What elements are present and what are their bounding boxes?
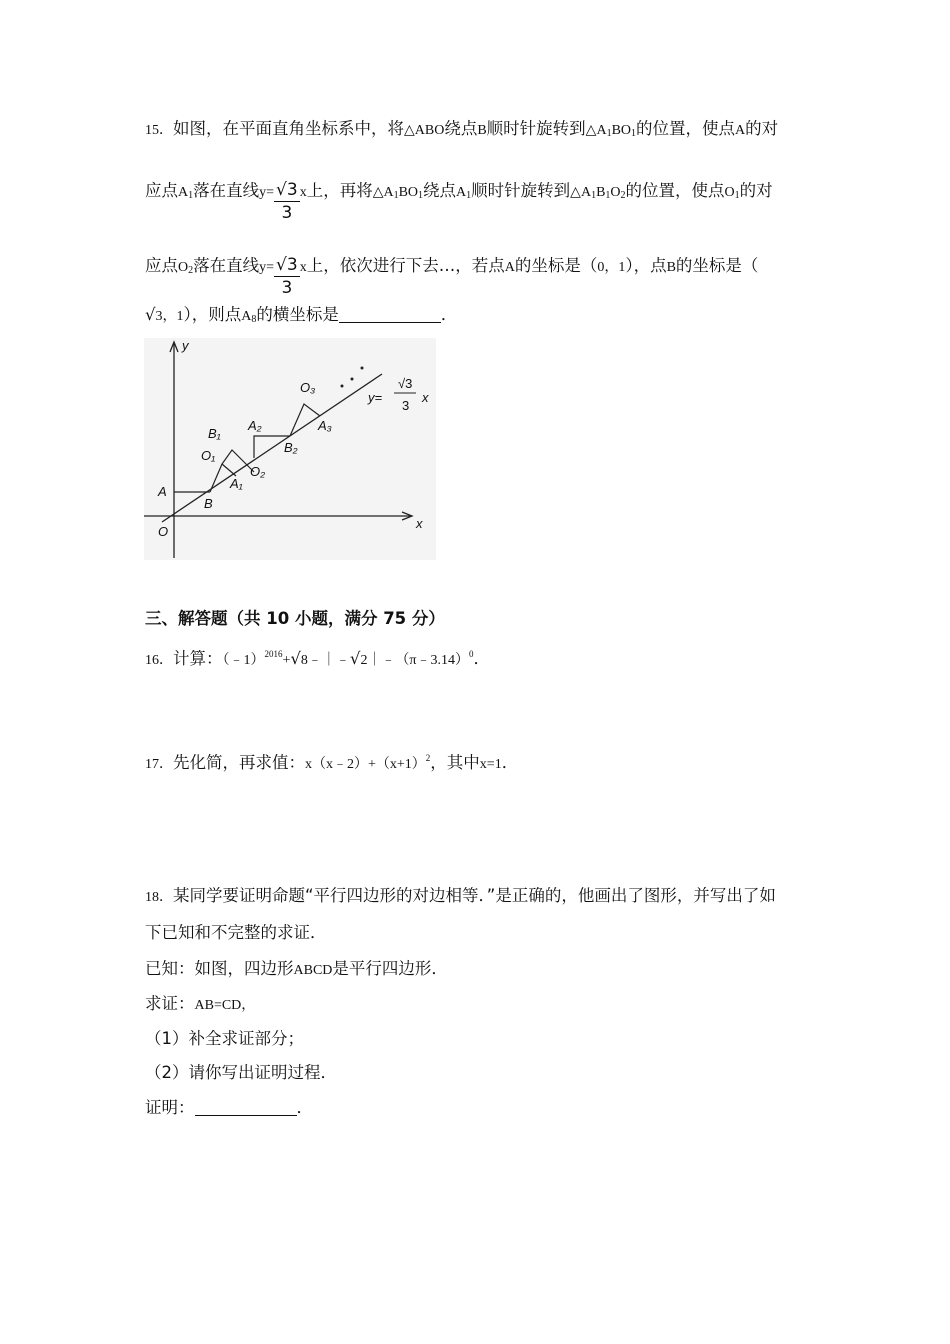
- label-a1: A₁: [230, 476, 243, 491]
- label-a: A: [158, 484, 167, 499]
- label-b: B: [204, 496, 213, 511]
- q15-line-2: 应点A1落在直线y= $\frac{√3}{3}$ x上，再将△A1BO1绕点A1顺时针旋转到△A1B1O2的位置，使点O1的对: [145, 180, 773, 223]
- q18-sub-1: （1）补全求证部分；: [145, 1029, 304, 1048]
- q18-proof: 证明： ．: [145, 1098, 313, 1117]
- label-y: y: [182, 338, 189, 353]
- q18-known: 已知：如图，四边形ABCD是平行四边形．: [145, 959, 448, 978]
- sqrt3-coord: √3: [145, 305, 163, 324]
- continuation-dot: [361, 367, 364, 370]
- q18-sub-2: （2）请你写出证明过程．: [145, 1063, 337, 1082]
- q18-prove: 求证：AB=CD，: [145, 994, 256, 1013]
- fraction-sqrt3-over-3-b: $\frac{√3}{3}$: [276, 255, 298, 298]
- label-o2: O₂: [250, 464, 266, 479]
- label-o3: O₃: [300, 380, 316, 395]
- rotation-figure: [144, 338, 436, 560]
- continuation-dot: [341, 385, 344, 388]
- q15-number: 15．: [145, 123, 173, 138]
- sqrt2: √2: [349, 649, 368, 668]
- continuation-dot: [351, 378, 354, 381]
- q16: 16．计算：（﹣1）$^{2016}$+√8﹣｜﹣√2｜﹣（π﹣3.14）$^0$．: [145, 649, 491, 668]
- label-origin: O: [158, 524, 169, 539]
- label-line-eq-den: 3: [402, 398, 410, 413]
- q18-line-2: 下已知和不完整的求证．: [145, 923, 327, 942]
- fraction-sqrt3-over-3: $\frac{√3}{3}$: [276, 180, 298, 223]
- label-a3: A₃: [318, 418, 332, 433]
- label-b1: B₁: [208, 426, 221, 441]
- label-x: x: [416, 516, 423, 531]
- q15-line-4: √3，1），则点A8的横坐标是 ．: [145, 305, 458, 325]
- section-3-title: 三、解答题（共 10 小题，满分 75 分）: [145, 609, 445, 628]
- label-line-eq-num: √3: [398, 376, 413, 391]
- label-b2: B₂: [284, 440, 298, 455]
- answer-blank-q15[interactable]: [339, 306, 441, 323]
- label-line-eq-x: x: [422, 390, 429, 405]
- label-line-eq-prefix: y=: [368, 390, 383, 405]
- sqrt8: √8: [290, 649, 308, 668]
- label-a2: A₂: [248, 418, 262, 433]
- answer-blank-q18[interactable]: [195, 1099, 297, 1116]
- label-o1: O₁: [201, 448, 216, 463]
- q15-line-3: 应点O2落在直线y= $\frac{√3}{3}$ x上，依次进行下去…，若点A的坐标是（0，1），点B的坐标是（: [145, 255, 759, 298]
- q17: 17．先化简，再求值：$x(x﹣2)+(x+1)^2$，其中x=1．: [145, 753, 519, 772]
- q18-line-1: 18．某同学要证明命题“平行四边形的对边相等．”是正确的，他画出了图形，并写出了如: [145, 886, 776, 905]
- q15-line-1: 15．如图，在平面直角坐标系中，将△ABO绕点B顺时针旋转到△A1BO1的位置，使点A的对: [145, 119, 779, 139]
